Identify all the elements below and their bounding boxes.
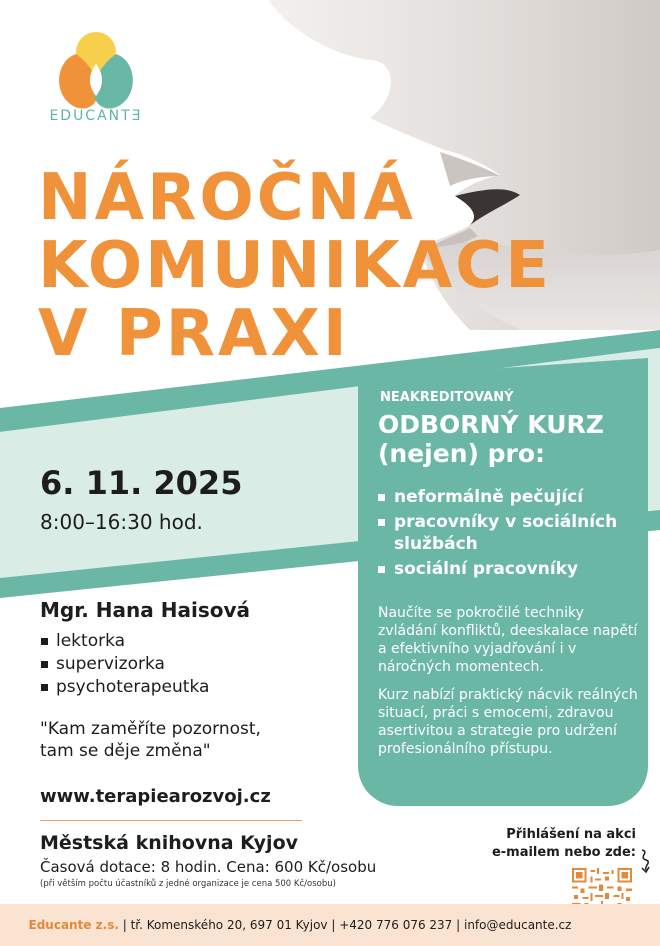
- divider: [40, 820, 302, 821]
- footer-contact: [0, 918, 600, 932]
- quote-line-2: tam se děje změna": [40, 741, 211, 761]
- lecturer-quote: [40, 718, 340, 762]
- footer-address: | tř. Komenského 20, 697 01 Kyjov | +420 776 076 237 | info@educante.cz: [118, 918, 572, 932]
- list-item: supervizorka: [40, 653, 209, 676]
- list-item: lektorka: [40, 630, 209, 653]
- registration-line-1: Přihlášení na akci: [506, 827, 636, 842]
- course-heading: [378, 410, 648, 468]
- footer-brand: Educante z.s.: [28, 918, 119, 932]
- squiggle-arrow-icon: [636, 848, 656, 874]
- bullet-icon: [378, 519, 385, 526]
- course-heading-line-2: (nejen) pro:: [378, 439, 546, 468]
- title-line-2: KOMUNIKACE: [38, 229, 552, 303]
- accreditation-label: NEAKREDITOVANÝ: [380, 390, 514, 405]
- venue-details: Časová dotace: 8 hodin. Cena: 600 Kč/osobu: [40, 858, 377, 876]
- bullet-icon: [41, 684, 48, 691]
- lecturer-roles: [40, 630, 209, 699]
- venue-name: Městská knihovna Kyjov: [40, 832, 299, 854]
- registration-text: [486, 826, 636, 862]
- list-item: sociální pracovníky: [378, 558, 650, 580]
- price-note: (při větším počtu účastníků z jedné organizace je cena 500 Kč/osobu): [40, 879, 336, 889]
- bullet-icon: [378, 566, 385, 573]
- logo-wordmark: EDUCANTƎ: [49, 108, 143, 124]
- quote-line-1: "Kam zaměříte pozornost,: [40, 719, 261, 739]
- event-date: 6. 11. 2025: [40, 464, 243, 502]
- website-link[interactable]: www.terapiearozvoj.cz: [40, 786, 271, 807]
- title-line-1: NÁROČNÁ: [38, 161, 416, 235]
- target-audience-list: [378, 486, 650, 583]
- bullet-icon: [41, 661, 48, 668]
- course-description-1: Naučíte se pokročilé techniky zvládání konfliktů, deeskalace napětí a efektivního vyjadřování i v náročných momentech.: [378, 605, 638, 675]
- list-item: psychoterapeutka: [40, 676, 209, 699]
- course-heading-line-1: ODBORNÝ KURZ: [378, 410, 604, 439]
- list-item: pracovníky v sociálních službách: [378, 511, 650, 555]
- bullet-icon: [41, 638, 48, 645]
- title-line-3: V PRAXI: [38, 297, 350, 371]
- lecturer-name: Mgr. Hana Haisová: [40, 598, 250, 622]
- registration-line-2: e-mailem nebo zde:: [491, 845, 636, 860]
- bullet-icon: [378, 494, 385, 501]
- course-description-2: Kurz nabízí praktický nácvik reálných situací, práci s emocemi, zdravou asertivitou a strategie pro udržení profesionálního přístupu.: [378, 687, 638, 757]
- event-time: 8:00–16:30 hod.: [40, 510, 203, 534]
- list-item: neformálně pečující: [378, 486, 650, 508]
